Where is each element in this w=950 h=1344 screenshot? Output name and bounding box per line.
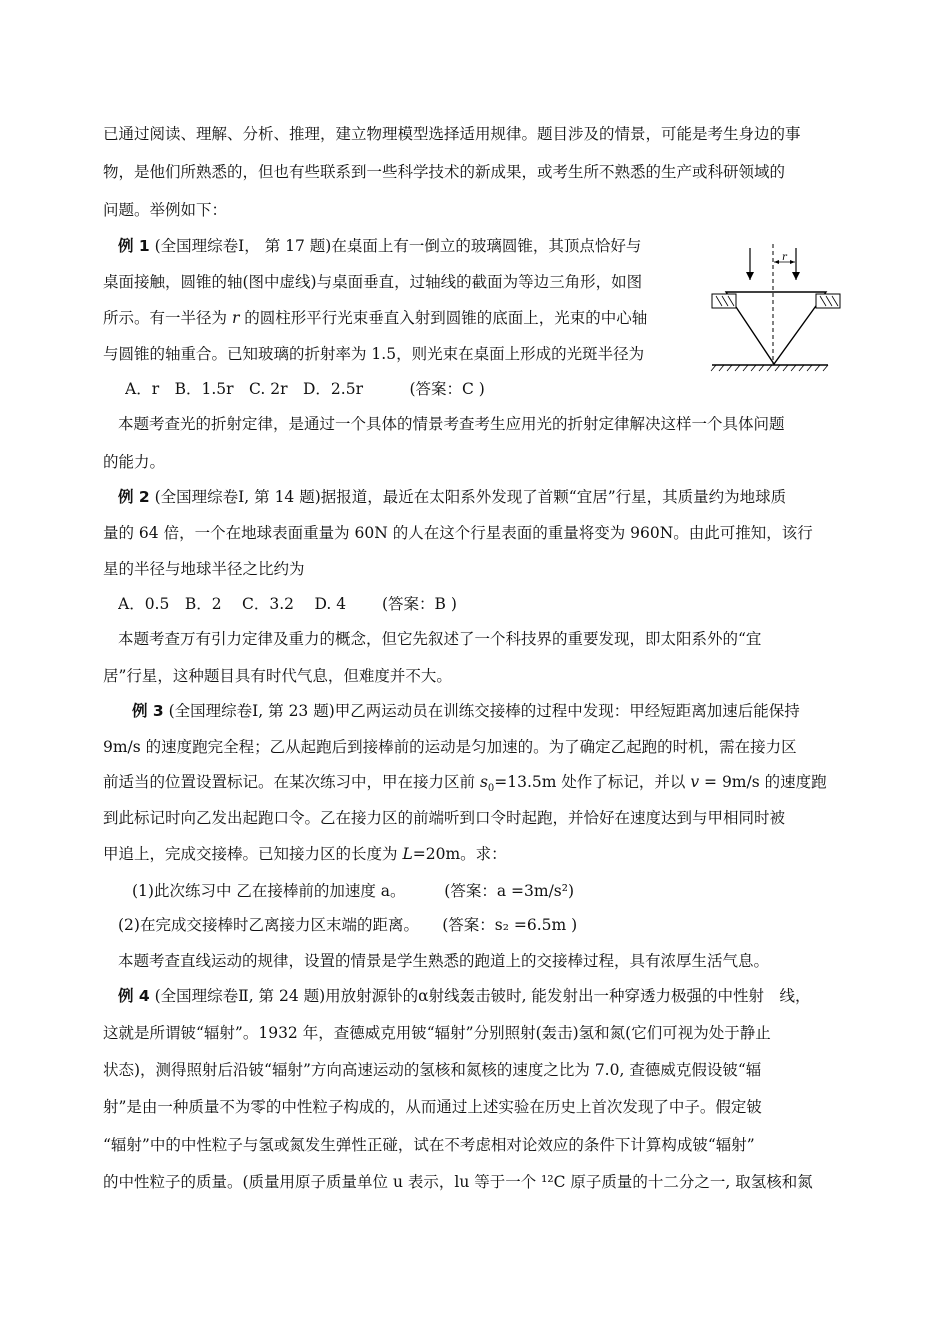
example-2-line-3: 星的半径与地球半径之比约为: [103, 560, 305, 578]
example-3-question-1: (1)此次练习中 乙在接棒前的加速度 a。 (答案：a =3m/s²): [132, 882, 575, 900]
example-1-line-2: 桌面接触，圆锥的轴(图中虚线)与桌面垂直，过轴线的截面为等边三角形，如图: [103, 273, 643, 291]
intro-line-2: 物，是他们所熟悉的，但也有些联系到一些科学技术的新成果，或考生所不熟悉的生产或科研领域的: [103, 163, 786, 181]
example-4-line-2: 这就是所谓铍“辐射”。1932 年，查德威克用铍“辐射”分别照射(轰击)氢和氮(它们可视为处于静止: [103, 1024, 771, 1042]
example-2-line-2: 量的 64 倍，一个在地球表面重量为 60N 的人在这个行星表面的重量将变为 960N。由此可推知，该行: [103, 524, 813, 542]
intro-line-1: 已通过阅读、理解、分析、推理，建立物理模型选择适用规律。题目涉及的情景，可能是考生身边的事: [103, 125, 801, 143]
example-3-line-2: 9m/s 的速度跑完全程；乙从起跑后到接棒前的运动是匀加速的。为了确定乙起跑的时机，需在接力区: [103, 738, 797, 756]
example-4-label: 例 4: [118, 987, 150, 1005]
example-3-line-1: 例 3 (全国理综卷Ⅰ, 第 23 题)甲乙两运动员在训练交接棒的过程中发现：甲经短距离加速后能保持: [132, 702, 800, 720]
example-3-analysis: 本题考查直线运动的规律，设置的情景是学生熟悉的跑道上的交接棒过程，具有浓厚生活气息。: [118, 952, 770, 970]
example-2-line-1: 例 2 (全国理综卷Ⅰ, 第 14 题)据报道，最近在太阳系外发现了首颗“宜居”行星，其质量约为地球质: [118, 488, 787, 506]
example-4-line-5: “辐射”中的中性粒子与氢或氮发生弹性正碰，试在不考虑相对论效应的条件下计算构成铍“辐射”: [103, 1136, 755, 1154]
intro-line-3: 问题。举例如下：: [103, 201, 228, 219]
radius-label: r: [782, 252, 787, 263]
example-3-line-5: 甲追上，完成交接棒。已知接力区的长度为 L=20m。求：: [103, 845, 507, 863]
example-2-label: 例 2: [118, 488, 150, 506]
example-3-question-2: (2)在完成交接棒时乙离接力区末端的距离。 (答案：s₂ =6.5m ): [118, 916, 578, 934]
example-2-options: A．0.5 B．2 C．3.2 D. 4 (答案：B ): [118, 595, 457, 613]
example-1-line-3: 所示。有一半径为 r 的圆柱形平行光束垂直入射到圆锥的底面上，光束的中心轴: [103, 309, 648, 327]
example-1-analysis-1: 本题考查光的折射定律，是通过一个具体的情景考查考生应用光的折射定律解决这样一个具体问题: [118, 415, 785, 433]
example-4-line-6: 的中性粒子的质量。(质量用原子质量单位 u 表示，lu 等于一个 ¹²C 原子质量的十二分之一, 取氢核和氮: [103, 1173, 813, 1191]
example-3-label: 例 3: [132, 702, 164, 720]
example-4-line-1: 例 4 (全国理综卷Ⅱ, 第 24 题)用放射源钋的α射线轰击铍时, 能发射出一种穿透力极强的中性射 线，: [118, 987, 811, 1005]
example-1-line-4: 与圆锥的轴重合。已知玻璃的折射率为 1.5，则光束在桌面上形成的光斑半径为: [103, 345, 645, 363]
example-1-options: A．r B．1.5r C. 2r D．2.5r (答案：C ): [125, 380, 485, 398]
example-3-line-3: 前适当的位置设置标记。在某次练习中，甲在接力区前 $s_0=13.5m$ 处作了标记，并以 v = 9m/s 的速度跑: [103, 773, 827, 795]
example-4-line-4: 射”是由一种质量不为零的中性粒子构成的，从而通过上述实验在历史上首次发现了中子。假定铍: [103, 1098, 762, 1116]
example-1-label: 例 1: [118, 237, 150, 255]
glass-cone-figure: [708, 240, 858, 375]
example-4-line-3: 状态)，测得照射后沿铍“辐射”方向高速运动的氢核和氮核的速度之比为 7.0, 查德威克假设铍“辐: [103, 1061, 762, 1079]
example-1-analysis-2: 的能力。: [103, 453, 166, 471]
example-1-line-1: 例 1 (全国理综卷Ⅰ， 第 17 题)在桌面上有一倒立的玻璃圆锥，其顶点恰好与: [118, 237, 642, 255]
example-2-analysis-1: 本题考查万有引力定律及重力的概念，但它先叙述了一个科技界的重要发现，即太阳系外的“宜: [118, 630, 762, 648]
example-2-analysis-2: 居”行星，这种题目具有时代气息，但难度并不大。: [103, 667, 452, 685]
example-3-line-4: 到此标记时向乙发出起跑口令。乙在接力区的前端听到口令时起跑，并恰好在速度达到与甲相同时被: [103, 809, 786, 827]
